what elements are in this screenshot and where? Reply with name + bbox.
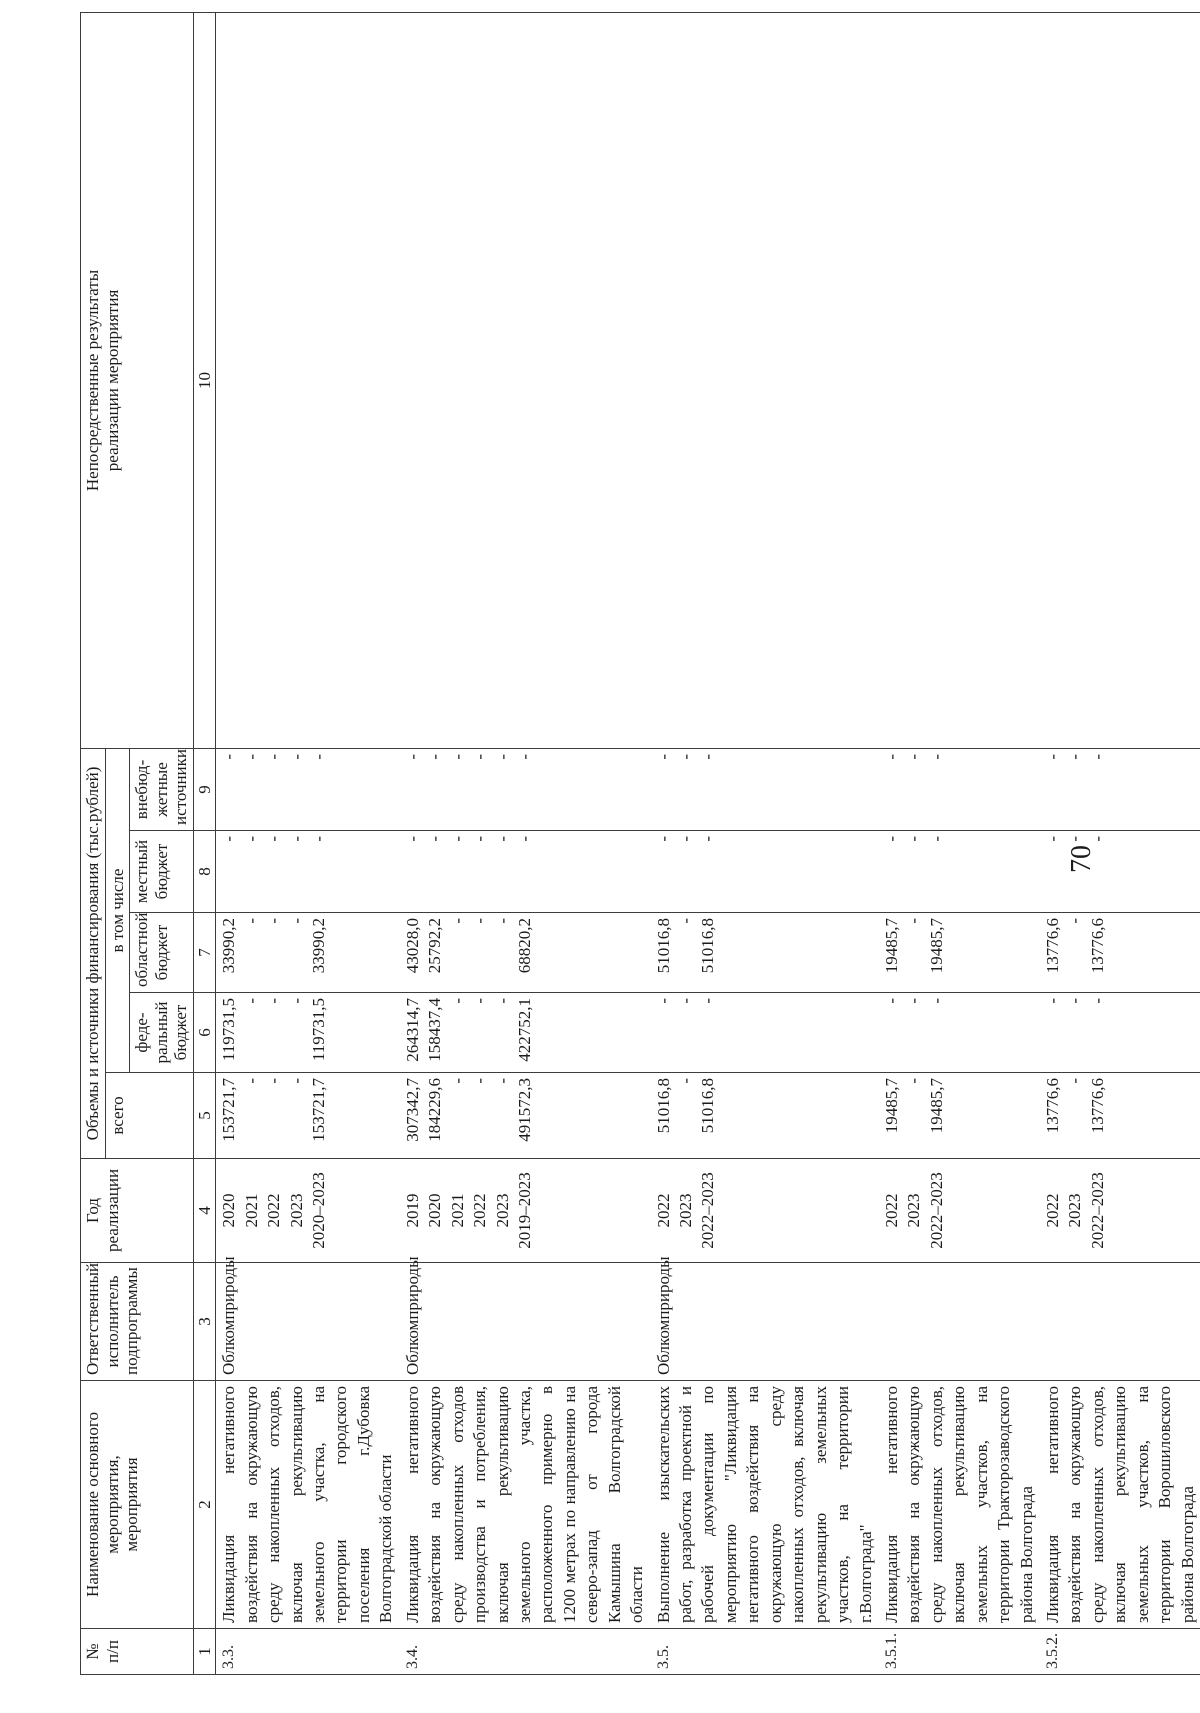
federal-budget-cell <box>1040 993 1200 1073</box>
implementation-year: 2020–2023 <box>309 1172 329 1249</box>
local-budget: - <box>447 836 467 842</box>
total-amount: 491572,3 <box>514 1078 534 1142</box>
header-including-text: в том числе <box>107 868 127 953</box>
activity-name: Ликвидация негативного воздействия на окружающую среду накопленных отходов производства и потребления, включая рекультивацию земельного участка, расположенного примерно в 1200 метрах по направлению на северо-запад от города Камышина Волгоградской области <box>400 1381 651 1629</box>
implementation-year-cell <box>879 1159 1040 1263</box>
total-amount: 153721,7 <box>309 1078 329 1142</box>
federal-budget-cell <box>879 993 1040 1073</box>
federal-budget: - <box>881 998 901 1004</box>
local-budget-cell <box>400 831 651 913</box>
total-amount: 307342,7 <box>402 1078 422 1142</box>
federal-budget: - <box>241 998 261 1004</box>
local-budget: - <box>904 836 924 842</box>
implementation-year-cell <box>651 1159 879 1263</box>
header-local-text: местный бюджет <box>132 839 171 904</box>
total-amount-cell <box>879 1073 1040 1159</box>
implementation-year: 2022 <box>1043 1193 1063 1228</box>
local-budget: - <box>514 836 534 842</box>
header-extra-text: внебюд- жетные источники <box>132 748 191 825</box>
extrabudgetary-sources: - <box>1043 753 1063 760</box>
local-budget: - <box>402 836 422 842</box>
implementation-year: 2023 <box>1065 1193 1085 1228</box>
local-budget: - <box>1043 836 1063 842</box>
total-amount: - <box>492 1078 512 1084</box>
column-number: 9 <box>193 748 216 830</box>
header-executor <box>81 1263 194 1381</box>
total-amount: 153721,7 <box>219 1078 239 1142</box>
implementation-year: 2022 <box>881 1193 901 1228</box>
local-budget: - <box>881 836 901 842</box>
extrabudgetary-sources: - <box>264 753 284 760</box>
local-budget-cell <box>879 831 1040 913</box>
federal-budget-cell <box>216 993 400 1073</box>
extrabudgetary-sources: - <box>241 753 261 760</box>
federal-budget: - <box>286 998 306 1004</box>
direct-results <box>1040 12 1200 748</box>
extrabudgetary-sources: - <box>1065 753 1085 760</box>
federal-budget: - <box>1065 998 1085 1004</box>
header-num <box>81 1629 194 1675</box>
federal-budget: - <box>676 998 696 1004</box>
extrabudgetary-sources-cell <box>216 748 400 830</box>
extrabudgetary-sources-cell <box>651 748 879 830</box>
federal-budget: 158437,4 <box>425 998 445 1062</box>
total-amount-cell <box>1040 1073 1200 1159</box>
row-number: 3.3. <box>216 1629 400 1675</box>
total-amount: - <box>470 1078 490 1084</box>
regional-budget: - <box>492 918 512 924</box>
header-year-text: Год реализации <box>83 1168 122 1253</box>
federal-budget-cell <box>651 993 879 1073</box>
column-number: 4 <box>193 1159 216 1263</box>
total-amount: 51016,8 <box>653 1078 673 1134</box>
regional-budget: - <box>264 918 284 924</box>
federal-budget: 422752,1 <box>514 998 534 1062</box>
implementation-year: 2022–2023 <box>698 1172 718 1249</box>
header-total-text: всего <box>107 1096 127 1135</box>
total-amount: - <box>447 1078 467 1084</box>
federal-budget: 264314,7 <box>402 998 422 1062</box>
federal-budget-cell <box>400 993 651 1073</box>
federal-budget: - <box>447 998 467 1004</box>
local-budget-cell <box>651 831 879 913</box>
extrabudgetary-sources-cell <box>879 748 1040 830</box>
column-number: 3 <box>193 1263 216 1381</box>
activity-name: Ликвидация негативного воздействия на окружающую среду накопленных отходов, включая рекультивацию земельных участков, на территории Тракторозаводского района Волгограда <box>879 1381 1040 1629</box>
regional-budget: - <box>241 918 261 924</box>
local-budget: - <box>241 836 261 842</box>
total-amount: 51016,8 <box>698 1078 718 1134</box>
extrabudgetary-sources: - <box>514 753 534 760</box>
header-federal <box>130 993 194 1073</box>
implementation-year: 2023 <box>492 1193 512 1228</box>
funding-table <box>80 12 1200 1675</box>
responsible-executor: Облкомприроды <box>216 1263 400 1381</box>
implementation-year-cell <box>216 1159 400 1263</box>
total-amount: - <box>904 1078 924 1084</box>
header-results-text: Непосредственные результаты реализации мероприятия <box>83 269 122 492</box>
column-number-row <box>193 12 216 1674</box>
implementation-year: 2021 <box>447 1193 467 1228</box>
local-budget: - <box>425 836 445 842</box>
local-budget: - <box>1087 836 1107 842</box>
implementation-year: 2022–2023 <box>1087 1172 1107 1249</box>
local-budget: - <box>676 836 696 842</box>
total-amount: 19485,7 <box>926 1078 946 1134</box>
total-amount: 19485,7 <box>881 1078 901 1134</box>
header-row-1 <box>81 12 106 1674</box>
activity-name: Ликвидация негативного воздействия на окружающую среду накопленных отходов, включая рекультивацию земельного участка, на территории городского поселения г.Дубовка Волгоградской области <box>216 1381 400 1629</box>
extrabudgetary-sources: - <box>219 753 239 760</box>
extrabudgetary-sources: - <box>425 753 445 760</box>
total-amount: 184229,6 <box>425 1078 445 1142</box>
direct-results <box>216 12 400 748</box>
federal-budget: 119731,5 <box>219 998 239 1062</box>
total-amount: - <box>286 1078 306 1084</box>
regional-budget-cell <box>1040 913 1200 993</box>
implementation-year: 2020 <box>425 1193 445 1228</box>
total-amount: - <box>241 1078 261 1084</box>
extrabudgetary-sources: - <box>286 753 306 760</box>
regional-budget: - <box>447 918 467 924</box>
header-federal-text: феде- ральный бюджет <box>132 1001 191 1064</box>
implementation-year-cell <box>400 1159 651 1263</box>
implementation-year: 2022 <box>653 1193 673 1228</box>
header-results <box>81 12 194 748</box>
regional-budget: 25792,2 <box>425 918 445 974</box>
extrabudgetary-sources: - <box>653 753 673 760</box>
table-row <box>651 12 879 1674</box>
regional-budget: - <box>470 918 490 924</box>
activity-name: Ликвидация негативного воздействия на окружающую среду накопленных отходов, включая рекультивацию земельных участков, на территории Ворошиловского района Волгограда <box>1040 1381 1200 1629</box>
implementation-year: 2023 <box>286 1193 306 1228</box>
regional-budget: 33990,2 <box>309 918 329 974</box>
implementation-year: 2022–2023 <box>926 1172 946 1249</box>
regional-budget: - <box>286 918 306 924</box>
direct-results <box>651 12 879 748</box>
federal-budget: - <box>264 998 284 1004</box>
implementation-year: 2022 <box>264 1193 284 1228</box>
header-num-text: № п/п <box>83 1640 122 1663</box>
total-amount-cell <box>216 1073 400 1159</box>
header-executor-text: Ответственный исполнитель подпрограммы <box>83 1263 142 1375</box>
local-budget-cell <box>1040 831 1200 913</box>
local-budget: - <box>470 836 490 842</box>
federal-budget: - <box>904 998 924 1004</box>
header-funding-group <box>81 748 106 1158</box>
row-number: 3.5.1. <box>879 1629 1040 1675</box>
table-row <box>879 12 1040 1674</box>
total-amount: - <box>1065 1078 1085 1084</box>
extrabudgetary-sources: - <box>470 753 490 760</box>
row-number: 3.5. <box>651 1629 879 1675</box>
federal-budget: - <box>492 998 512 1004</box>
local-budget: - <box>264 836 284 842</box>
local-budget: - <box>286 836 306 842</box>
local-budget-cell <box>216 831 400 913</box>
extrabudgetary-sources: - <box>926 753 946 760</box>
page-number: 70 <box>1066 845 1097 873</box>
regional-budget: 51016,8 <box>653 918 673 974</box>
extrabudgetary-sources: - <box>698 753 718 760</box>
responsible-executor: Облкомприроды <box>651 1263 879 1381</box>
local-budget: - <box>653 836 673 842</box>
extrabudgetary-sources: - <box>881 753 901 760</box>
federal-budget: - <box>1087 998 1107 1004</box>
header-including <box>105 748 130 1072</box>
header-regional <box>130 913 194 993</box>
column-number: 5 <box>193 1073 216 1159</box>
regional-budget: 19485,7 <box>926 918 946 974</box>
local-budget: - <box>219 836 239 842</box>
total-amount-cell <box>651 1073 879 1159</box>
federal-budget: - <box>470 998 490 1004</box>
extrabudgetary-sources: - <box>1087 753 1107 760</box>
regional-budget: 43028,0 <box>402 918 422 974</box>
regional-budget: - <box>676 918 696 924</box>
extrabudgetary-sources: - <box>904 753 924 760</box>
header-funding-group-text: Объемы и источники финансирования (тыс.рублей) <box>83 766 102 1141</box>
activity-name: Выполнение изыскательских работ, разработка проектной и рабочей документации по мероприятию "Ликвидация негативного воздействия на окружающую среду накопленных отходов, включая рекультивацию земельных участков, на территории г.Волгограда" <box>651 1381 879 1629</box>
column-number: 6 <box>193 993 216 1073</box>
direct-results <box>400 12 651 748</box>
direct-results <box>879 12 1040 748</box>
table-row <box>216 12 400 1674</box>
total-amount: 13776,6 <box>1087 1078 1107 1134</box>
implementation-year: 2019 <box>402 1193 422 1228</box>
federal-budget: - <box>653 998 673 1004</box>
regional-budget: 68820,2 <box>514 918 534 974</box>
regional-budget-cell <box>400 913 651 993</box>
column-number: 2 <box>193 1381 216 1629</box>
implementation-year: 2019–2023 <box>514 1172 534 1249</box>
extrabudgetary-sources: - <box>492 753 512 760</box>
header-extra <box>130 748 194 830</box>
implementation-year: 2021 <box>241 1193 261 1228</box>
implementation-year: 2023 <box>904 1193 924 1228</box>
table-row <box>1040 12 1200 1674</box>
local-budget: - <box>492 836 512 842</box>
responsible-executor <box>879 1263 1040 1381</box>
table-body <box>216 12 1200 1674</box>
column-number: 7 <box>193 913 216 993</box>
local-budget: - <box>926 836 946 842</box>
responsible-executor: Облкомприроды <box>400 1263 651 1381</box>
extrabudgetary-sources-cell <box>1040 748 1200 830</box>
regional-budget: 33990,2 <box>219 918 239 974</box>
regional-budget: - <box>904 918 924 924</box>
total-amount: - <box>676 1078 696 1084</box>
local-budget: - <box>1065 836 1085 842</box>
federal-budget: 119731,5 <box>309 998 329 1062</box>
regional-budget: - <box>1065 918 1085 924</box>
regional-budget-cell <box>879 913 1040 993</box>
total-amount: - <box>264 1078 284 1084</box>
row-number: 3.5.2. <box>1040 1629 1200 1675</box>
implementation-year: 2022 <box>470 1193 490 1228</box>
extrabudgetary-sources: - <box>309 753 329 760</box>
total-amount-cell <box>400 1073 651 1159</box>
header-name <box>81 1381 194 1629</box>
column-number: 10 <box>193 12 216 748</box>
total-amount: 13776,6 <box>1043 1078 1063 1134</box>
implementation-year: 2020 <box>219 1193 239 1228</box>
column-number: 8 <box>193 831 216 913</box>
federal-budget: - <box>698 998 718 1004</box>
extrabudgetary-sources: - <box>447 753 467 760</box>
header-year <box>81 1159 194 1263</box>
regional-budget-cell <box>216 913 400 993</box>
local-budget: - <box>309 836 329 842</box>
table-row <box>400 12 651 1674</box>
header-total <box>105 1073 193 1159</box>
implementation-year: 2023 <box>676 1193 696 1228</box>
extrabudgetary-sources: - <box>676 753 696 760</box>
column-number: 1 <box>193 1629 216 1675</box>
extrabudgetary-sources-cell <box>400 748 651 830</box>
regional-budget: 13776,6 <box>1087 918 1107 974</box>
header-regional-text: областной бюджет <box>132 912 171 987</box>
implementation-year-cell <box>1040 1159 1200 1263</box>
regional-budget: 19485,7 <box>881 918 901 974</box>
extrabudgetary-sources: - <box>402 753 422 760</box>
federal-budget: - <box>1043 998 1063 1004</box>
regional-budget-cell <box>651 913 879 993</box>
regional-budget: 13776,6 <box>1043 918 1063 974</box>
header-name-text: Наименование основного мероприятия, мероприятия <box>83 1412 142 1597</box>
header-local <box>130 831 194 913</box>
responsible-executor <box>1040 1263 1200 1381</box>
federal-budget: - <box>926 998 946 1004</box>
regional-budget: 51016,8 <box>698 918 718 974</box>
row-number: 3.4. <box>400 1629 651 1675</box>
local-budget: - <box>698 836 718 842</box>
